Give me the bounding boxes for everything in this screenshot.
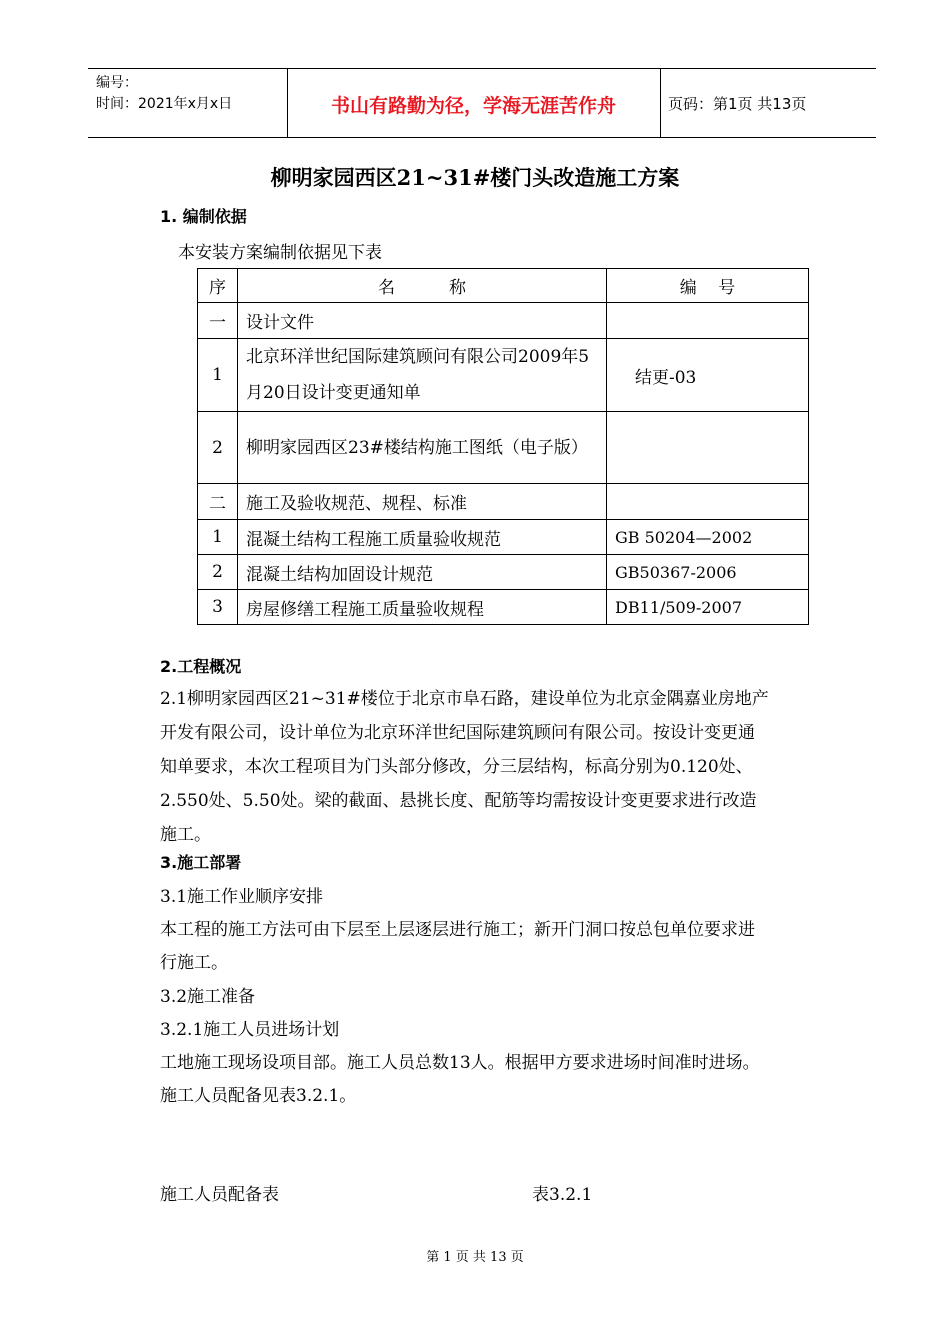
paragraph-line: 工地施工现场设项目部。施工人员总数13人。根据甲方要求进场时间准时进场。: [160, 1053, 760, 1073]
table-cell-code: [607, 412, 809, 484]
table-header-row: [198, 269, 809, 303]
basis-table: [197, 268, 809, 625]
header-motto: 书山有路勤为径，学海无涯苦作舟: [330, 95, 616, 117]
header-number: 编号：: [96, 75, 138, 91]
table-cell-code: GB50367-2006: [607, 555, 809, 590]
table-row: [198, 520, 809, 555]
table-cell-code: GB 50204—2002: [607, 520, 809, 555]
subsection-heading: 3.2施工准备: [160, 987, 256, 1007]
paragraph-line: 行施工。: [160, 953, 228, 973]
table-cell-code: DB11/509-2007: [607, 590, 809, 625]
section-3-heading: 3.施工部署: [160, 853, 242, 872]
table-cell-name: 施工及验收规范、规程、标准: [238, 484, 607, 520]
paragraph-line: 2.1柳明家园西区21~31#楼位于北京市阜石路，建设单位为北京金隅嘉业房地产: [160, 689, 769, 709]
table-row: [198, 339, 809, 412]
section-1-intro: 本安装方案编制依据见下表: [178, 243, 382, 263]
header-time: 时间：2021年x月x日: [96, 96, 233, 112]
table-cell-name: 北京环洋世纪国际建筑顾问有限公司2009年5月20日设计变更通知单: [238, 339, 607, 412]
table-number: 表3.2.1: [532, 1185, 593, 1205]
paragraph-line: 施工。: [160, 825, 211, 845]
table-cell-code: 结更-03: [607, 339, 809, 412]
table-row: [198, 484, 809, 520]
paragraph-line: 2.550处、5.50处。梁的截面、悬挑长度、配筋等均需按设计变更要求进行改造: [160, 791, 757, 811]
table-cell-no: 1: [198, 520, 238, 555]
table-header-cell: 序: [198, 269, 238, 303]
table-caption: 施工人员配备表: [160, 1185, 279, 1205]
table-cell-code: [607, 484, 809, 520]
paragraph-line: 知单要求，本次工程项目为门头部分修改，分三层结构，标高分别为0.120处、: [160, 757, 753, 777]
table-cell-name: 房屋修缮工程施工质量验收规程: [238, 590, 607, 625]
subsection-heading: 3.1施工作业顺序安排: [160, 887, 324, 907]
header-page-info: 页码：第1页 共13页: [668, 95, 807, 113]
header-meta: [96, 73, 232, 115]
table-cell-code: [607, 303, 809, 339]
subsection-heading: 3.2.1施工人员进场计划: [160, 1020, 340, 1040]
table-row: [198, 412, 809, 484]
table-cell-name: 混凝土结构加固设计规范: [238, 555, 607, 590]
page-header: [88, 68, 876, 138]
table-cell-no: 1: [198, 339, 238, 412]
table-cell-no: 3: [198, 590, 238, 625]
table-header-cell: 编 号: [607, 269, 809, 303]
table-row: [198, 555, 809, 590]
page-footer: 第 1 页 共 13 页: [426, 1250, 524, 1265]
document-title: 柳明家园西区21~31#楼门头改造施工方案: [270, 165, 680, 190]
table-cell-name: 混凝土结构工程施工质量验收规范: [238, 520, 607, 555]
table-cell-no: 一: [198, 303, 238, 339]
paragraph-line: 施工人员配备见表3.2.1。: [160, 1086, 357, 1106]
paragraph-line: 开发有限公司，设计单位为北京环洋世纪国际建筑顾问有限公司。按设计变更通: [160, 723, 755, 743]
table-cell-name: 柳明家园西区23#楼结构施工图纸（电子版）: [238, 412, 607, 484]
header-divider: [660, 69, 661, 137]
table-header-cell: 名 称: [238, 269, 607, 303]
table-row: [198, 590, 809, 625]
section-1-heading: 1. 编制依据: [160, 207, 247, 226]
table-cell-no: 2: [198, 412, 238, 484]
table-cell-name: 设计文件: [238, 303, 607, 339]
table-row: [198, 303, 809, 339]
section-2-heading: 2.工程概况: [160, 657, 242, 676]
paragraph-line: 本工程的施工方法可由下层至上层逐层进行施工；新开门洞口按总包单位要求进: [160, 920, 755, 940]
table-cell-no: 2: [198, 555, 238, 590]
table-cell-no: 二: [198, 484, 238, 520]
